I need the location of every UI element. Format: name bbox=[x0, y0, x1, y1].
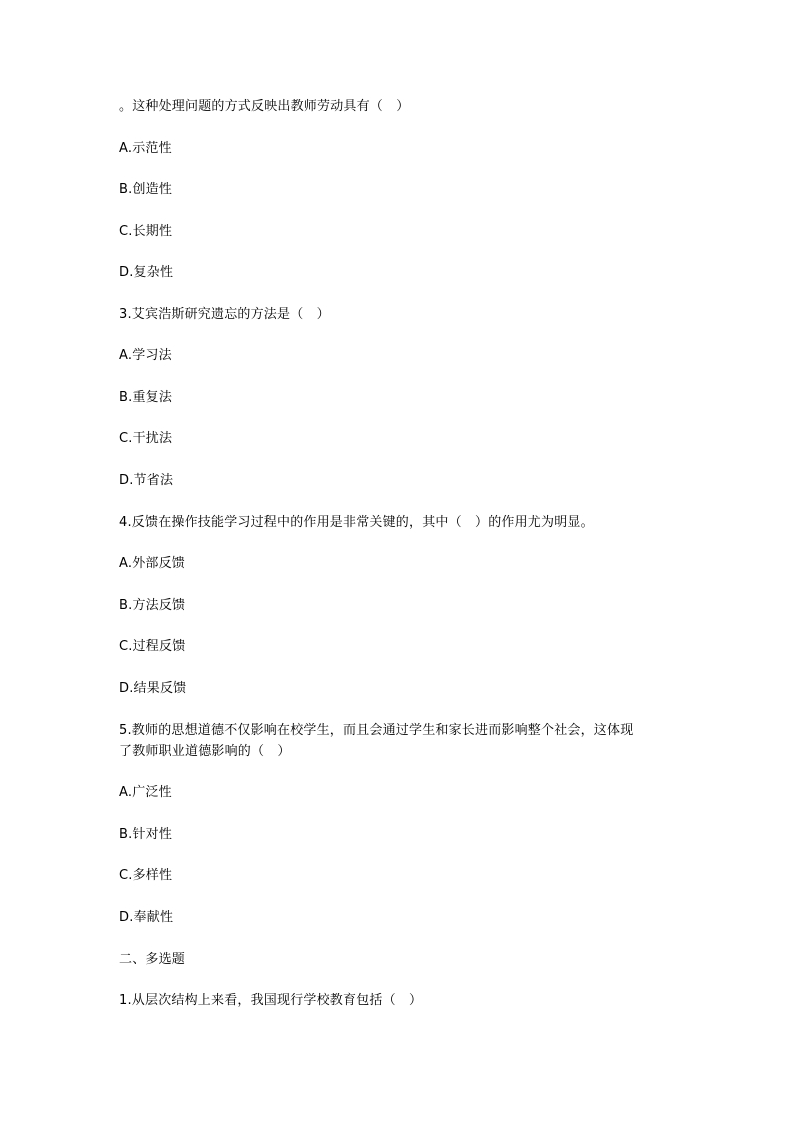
question-5: 5.教师的思想道德不仅影响在校学生，而且会通过学生和家长进而影响整个社会，这体现 bbox=[119, 723, 634, 738]
question-1: 1.从层次结构上来看，我国现行学校教育包括（ ） bbox=[119, 993, 423, 1008]
question-4: 4.反馈在操作技能学习过程中的作用是非常关键的，其中（ ）的作用尤为明显。 bbox=[119, 515, 594, 530]
question-3: 3.艾宾浩斯研究遗忘的方法是（ ） bbox=[119, 307, 330, 322]
question-5-continuation: 了教师职业道德影响的（ ） bbox=[119, 744, 291, 759]
option-b: B.方法反馈 bbox=[119, 598, 186, 613]
option-b: B.针对性 bbox=[119, 827, 173, 842]
option-b: B.重复法 bbox=[119, 390, 173, 405]
option-d: D.结果反馈 bbox=[119, 681, 187, 696]
option-c: C.长期性 bbox=[119, 224, 173, 239]
option-a: A.示范性 bbox=[119, 141, 172, 156]
option-d: D.节省法 bbox=[119, 473, 174, 488]
option-b: B.创造性 bbox=[119, 182, 173, 197]
option-a: A.广泛性 bbox=[119, 785, 172, 800]
option-c: C.多样性 bbox=[119, 868, 173, 883]
option-d: D.奉献性 bbox=[119, 910, 174, 925]
question-stem-continuation: 。这种处理问题的方式反映出教师劳动具有（ ） bbox=[119, 99, 410, 114]
option-c: C.干扰法 bbox=[119, 431, 173, 446]
option-a: A.外部反馈 bbox=[119, 556, 185, 571]
option-a: A.学习法 bbox=[119, 348, 172, 363]
option-c: C.过程反馈 bbox=[119, 639, 186, 654]
option-d: D.复杂性 bbox=[119, 265, 174, 280]
section-heading-multiple-choice: 二、多选题 bbox=[119, 952, 186, 967]
